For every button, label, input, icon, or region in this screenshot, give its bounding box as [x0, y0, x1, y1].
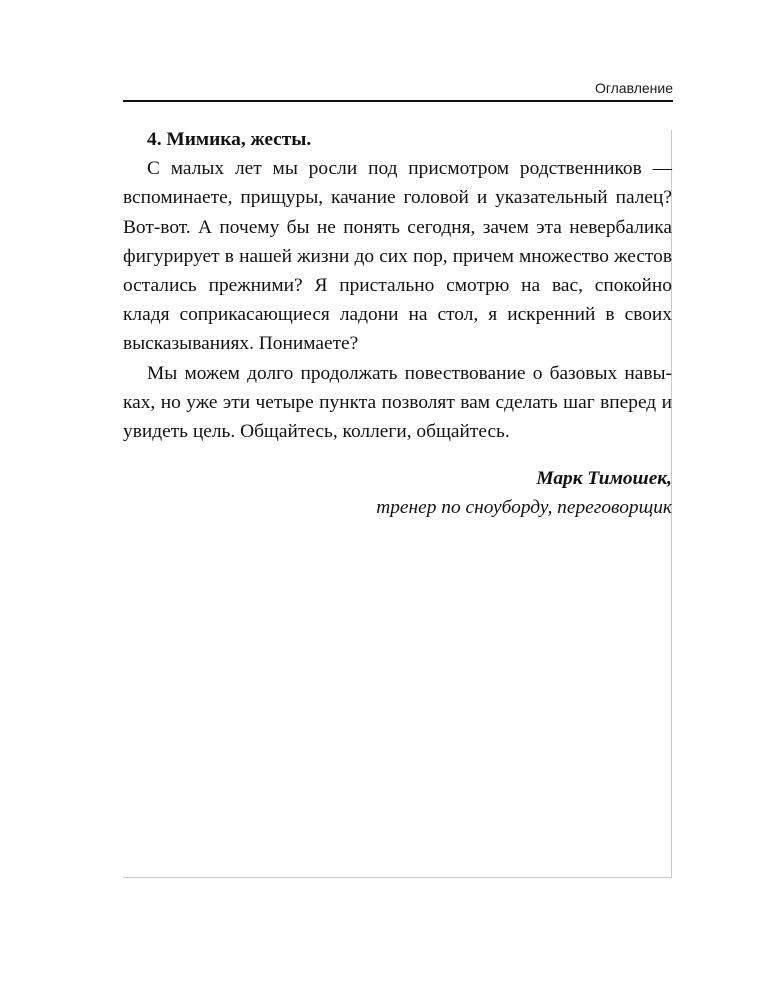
page-content: [123, 125, 672, 523]
paragraph-2: Мы можем долго продолжать повествование о базовых навыках, но уже эти четыре пункта позволят вам сделать шаг вперед и увидеть цель. Общайтесь, коллеги, общайтесь.: [123, 362, 672, 443]
signature-role: тренер по сноуборду, переговорщик: [376, 497, 672, 519]
header-rule: [123, 100, 673, 102]
footer-rule: [123, 877, 672, 878]
section-heading: 4. Мимика, жесты.: [147, 129, 312, 150]
signature-author: Марк Тимошек,: [536, 468, 672, 490]
table-of-contents-link[interactable]: Оглавление: [594, 80, 673, 96]
signature: [123, 464, 672, 522]
paragraph-1: С малых лет мы росли под присмотром родственников — вспоминаете, прищуры, качание головой и указательный палец? Вот-вот. А почему бы не понять сегодня, зачем эта невербалика фигурирует в нашей жизни до сих пор, причем множество жестов остались прежними? Я пристально смотрю на вас, спокойно кладя соприкасающиеся ладони на стол, я искренний в своих высказываниях. Понимаете?: [123, 158, 672, 355]
